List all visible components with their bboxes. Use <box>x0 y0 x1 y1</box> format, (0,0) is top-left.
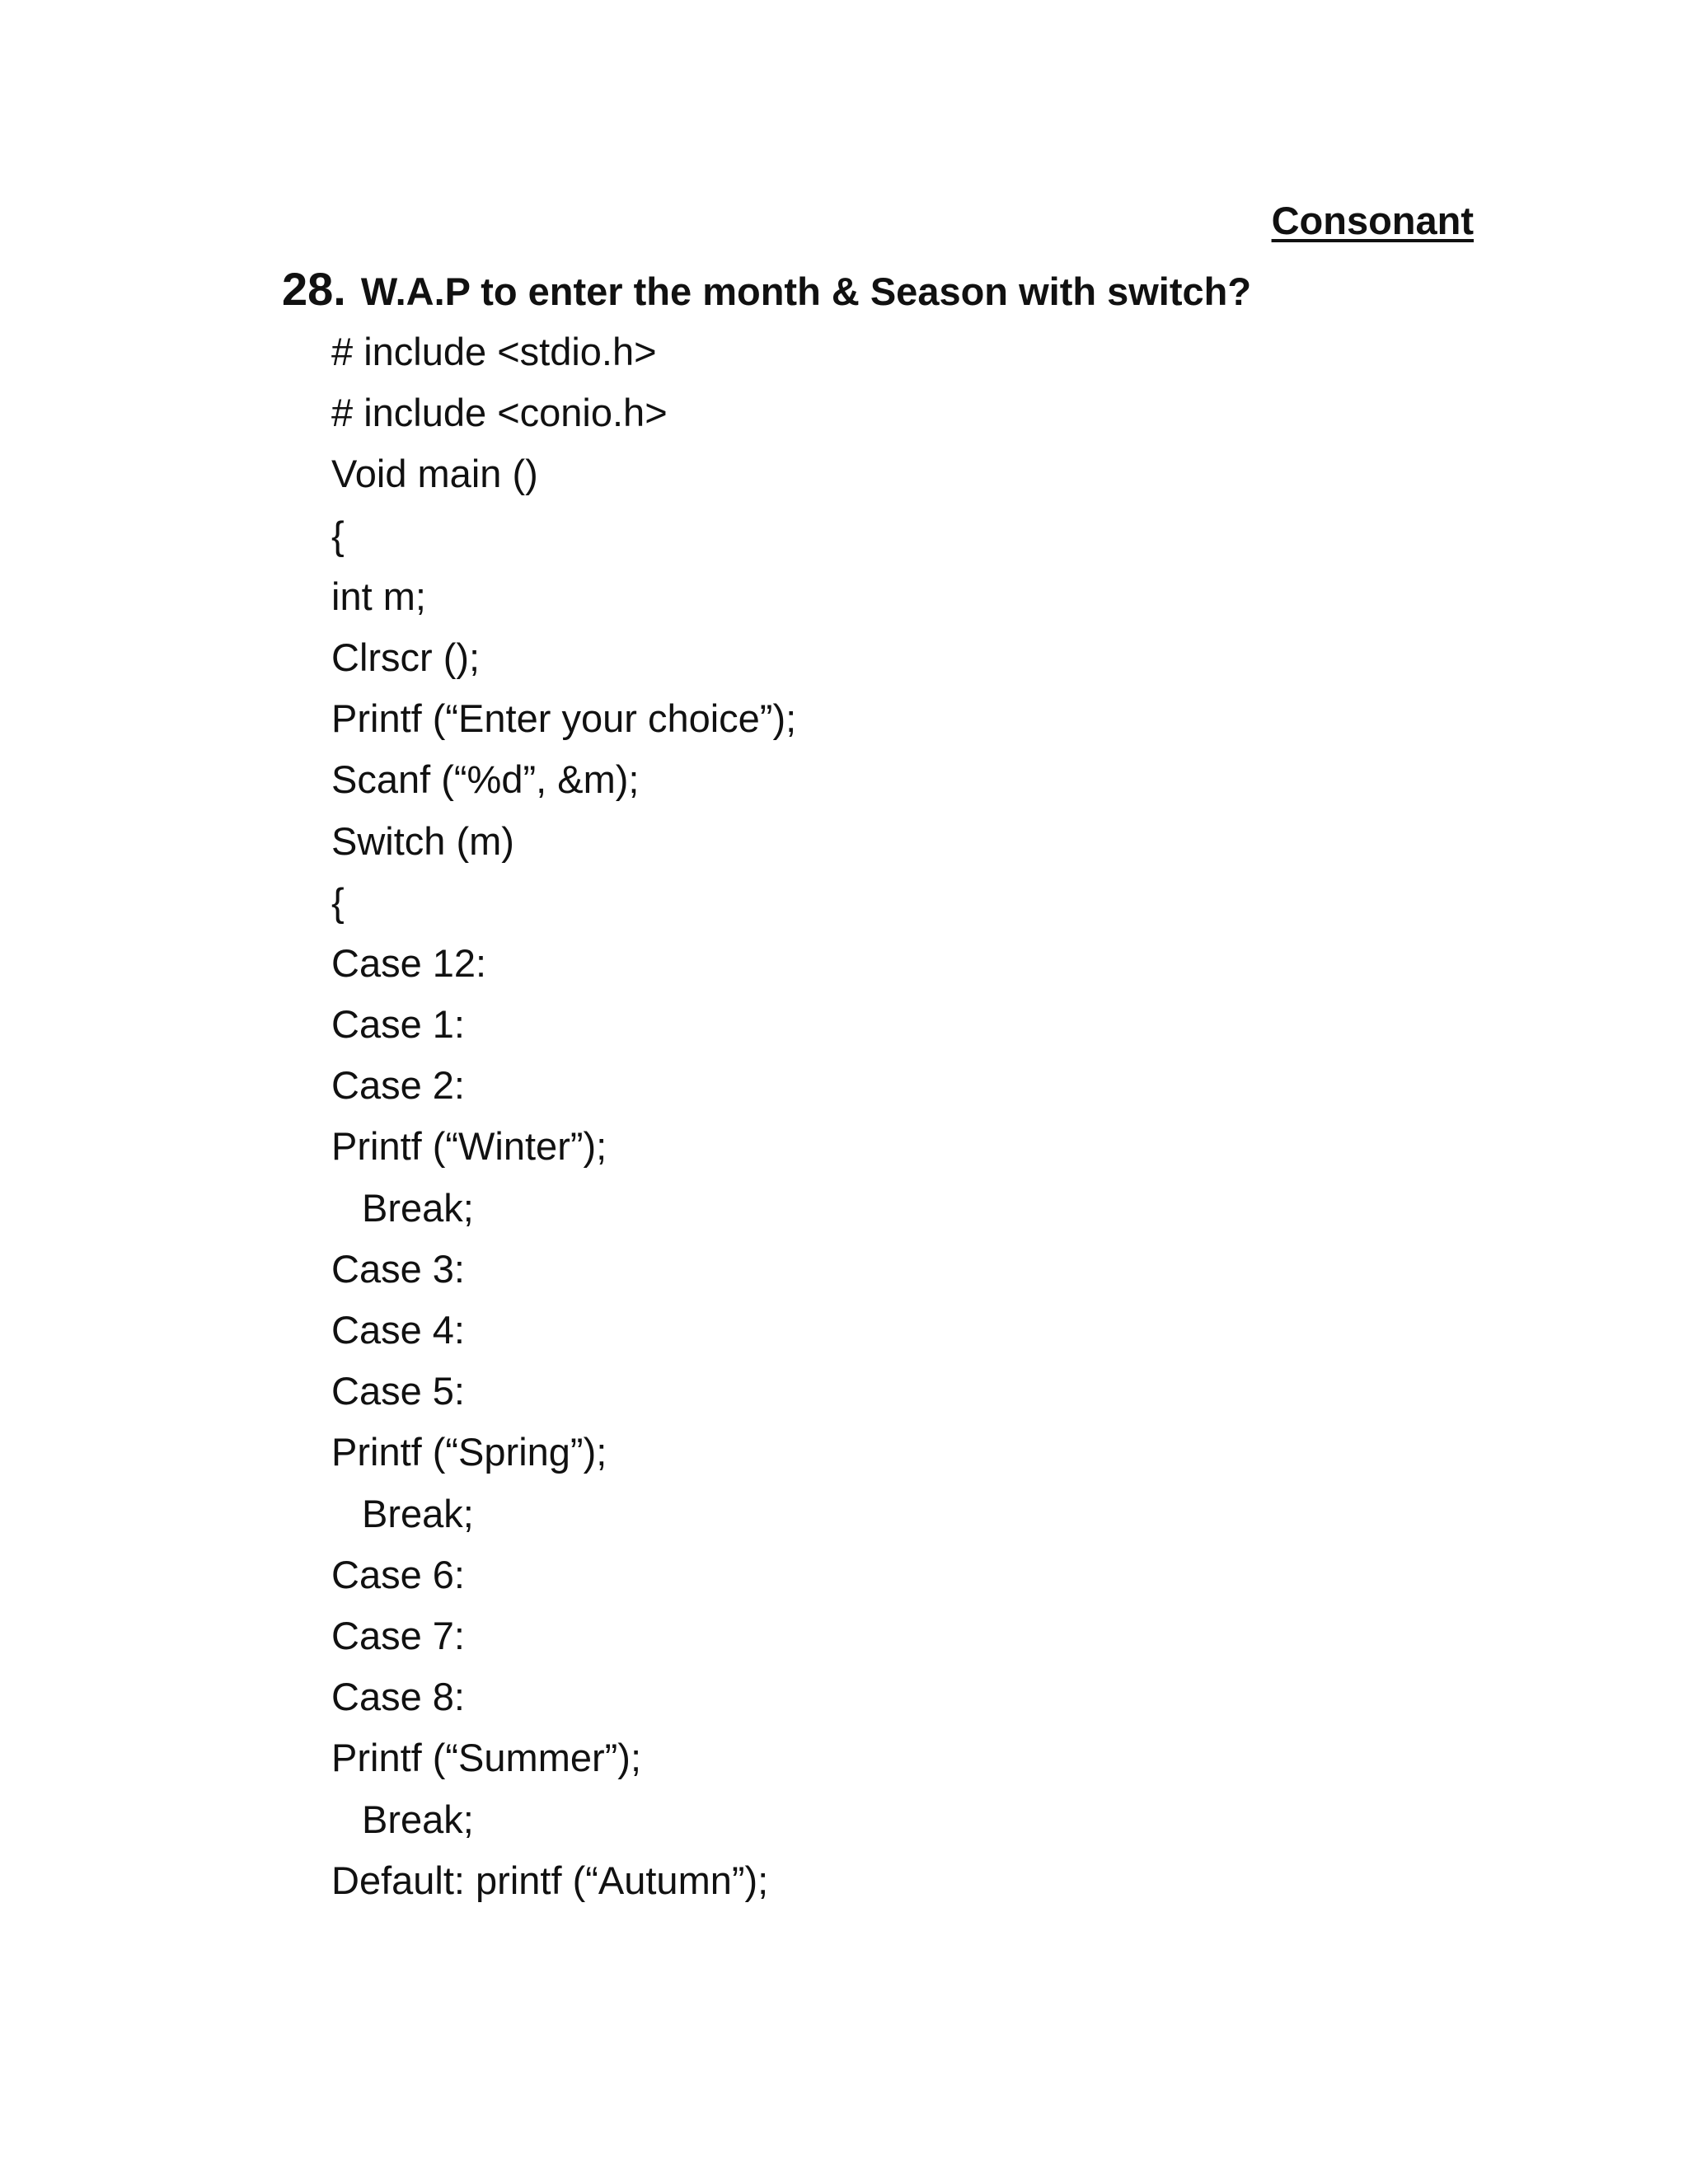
question-heading <box>282 262 1251 316</box>
question-number: 28. <box>282 263 346 315</box>
header-label: Consonant <box>1271 199 1474 242</box>
code-line: # include <conio.h> <box>331 391 668 435</box>
code-line: Printf (“Summer”); <box>331 1736 641 1780</box>
code-line: Break; <box>362 1491 474 1535</box>
code-line: Break; <box>362 1797 474 1841</box>
code-line: { <box>331 879 345 924</box>
code-line: int m; <box>331 574 426 618</box>
code-line: Case 8: <box>331 1675 465 1719</box>
question-text: W.A.P to enter the month & Season with switch? <box>360 269 1252 313</box>
code-line: Case 3: <box>331 1246 465 1291</box>
code-line: Scanf (“%d”, &m); <box>331 757 640 802</box>
code-line: Default: printf (“Autumn”); <box>331 1858 769 1902</box>
code-line: Void main () <box>331 452 538 496</box>
code-line: Case 6: <box>331 1552 465 1596</box>
code-line: Break; <box>362 1185 474 1230</box>
code-line: # include <stdio.h> <box>331 330 657 373</box>
code-line: Printf (“Spring”); <box>331 1430 607 1474</box>
code-line: Case 5: <box>331 1369 465 1413</box>
code-line: Clrscr (); <box>331 635 481 679</box>
code-block <box>331 321 796 1911</box>
code-line: Case 2: <box>331 1063 465 1108</box>
code-line: Switch (m) <box>331 818 514 863</box>
code-line: Case 12: <box>331 940 487 985</box>
code-line: { <box>331 513 345 557</box>
code-line: Case 1: <box>331 1002 465 1047</box>
code-line: Case 4: <box>331 1308 465 1352</box>
code-line: Case 7: <box>331 1613 465 1657</box>
code-line: Printf (“Winter”); <box>331 1124 607 1169</box>
code-line: Printf (“Enter your choice”); <box>331 696 797 741</box>
